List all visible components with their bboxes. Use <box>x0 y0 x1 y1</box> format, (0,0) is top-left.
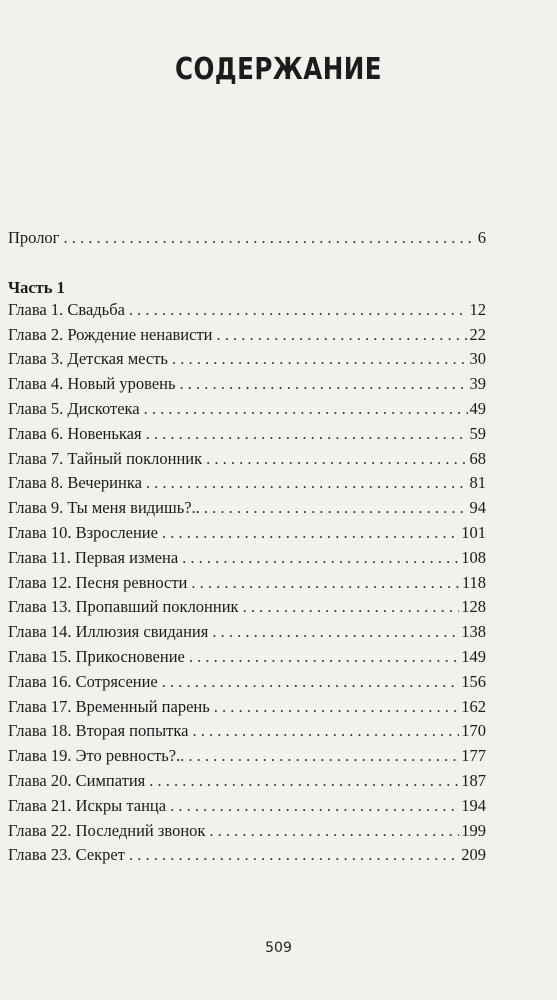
toc-entry-label: Глава 1. Свадьба <box>8 299 125 319</box>
toc-entry-page: 12 <box>469 299 486 319</box>
toc-entry-page: 170 <box>461 721 486 741</box>
toc-row-chapter[interactable] <box>8 325 486 350</box>
toc-entry-page: 199 <box>461 820 486 840</box>
dot-leader <box>191 573 459 593</box>
toc-row-chapter[interactable] <box>8 771 486 796</box>
toc-row-chapter[interactable] <box>8 597 486 622</box>
toc-entry-page: 149 <box>461 646 486 666</box>
toc-entry-page: 59 <box>469 423 486 443</box>
dot-leader <box>214 697 459 717</box>
toc-row-chapter[interactable] <box>8 473 486 498</box>
toc-row-chapter[interactable] <box>8 647 486 672</box>
dot-leader <box>182 548 459 568</box>
dot-leader <box>192 721 459 741</box>
toc-entry-page: 194 <box>461 795 486 815</box>
dot-leader <box>172 349 468 369</box>
toc-entry-page: 162 <box>461 696 486 716</box>
toc-row-chapter[interactable] <box>8 845 486 870</box>
toc-entry-label: Глава 22. Последний звонок <box>8 820 206 840</box>
dot-leader <box>170 796 459 816</box>
dot-leader <box>189 647 459 667</box>
toc-entry-page: 209 <box>461 845 486 865</box>
dot-leader <box>146 424 468 444</box>
toc-entry-page: 49 <box>469 398 486 418</box>
toc-row-chapter[interactable] <box>8 498 486 523</box>
toc-entry-page: 128 <box>461 597 486 617</box>
toc-entry-label: Глава 11. Первая измена <box>8 547 179 567</box>
toc-row-chapter[interactable] <box>8 349 486 374</box>
toc-entry-label: Глава 18. Вторая попытка <box>8 721 189 741</box>
toc-entry-label: Глава 21. Искры танца <box>8 795 167 815</box>
dot-leader <box>180 374 468 394</box>
dot-leader <box>146 473 468 493</box>
toc-row-prologue[interactable] <box>8 228 486 253</box>
toc-row-chapter[interactable] <box>8 548 486 573</box>
toc-row-chapter[interactable] <box>8 573 486 598</box>
toc-entry-label: Глава 6. Новенькая <box>8 423 142 443</box>
toc-entry-page: 30 <box>469 349 486 369</box>
toc-entry-page: 94 <box>469 498 486 518</box>
toc-entry-label: Глава 19. Это ревность?.. <box>8 746 185 766</box>
toc-row-chapter[interactable] <box>8 746 486 771</box>
toc-entry-label: Глава 14. Иллюзия свидания <box>8 622 209 642</box>
toc-row-chapter[interactable] <box>8 399 486 424</box>
toc-row-chapter[interactable] <box>8 300 486 325</box>
dot-leader <box>243 597 460 617</box>
toc-entry-label: Глава 12. Песня ревности <box>8 572 188 592</box>
toc-entry-page: 187 <box>461 770 486 790</box>
toc-entry-page: 156 <box>461 671 486 691</box>
toc-row-chapter[interactable] <box>8 821 486 846</box>
toc-row-chapter[interactable] <box>8 374 486 399</box>
dot-leader <box>162 523 459 543</box>
dot-leader <box>217 325 468 345</box>
toc-row-chapter[interactable] <box>8 796 486 821</box>
toc-row-chapter[interactable] <box>8 449 486 474</box>
toc-row-chapter[interactable] <box>8 721 486 746</box>
dot-leader <box>209 821 459 841</box>
toc-entry-page: 101 <box>461 522 486 542</box>
toc-entry-label: Глава 8. Вечеринка <box>8 473 142 493</box>
toc-row-chapter[interactable] <box>8 672 486 697</box>
dot-leader <box>129 300 468 320</box>
dot-leader <box>129 845 459 865</box>
toc-entry-page: 118 <box>461 572 486 592</box>
toc-entry-label: Глава 4. Новый уровень <box>8 374 176 394</box>
page-title: СОДЕРЖАНИЕ <box>175 52 382 87</box>
toc-entry-page: 177 <box>461 746 486 766</box>
page-number: 509 <box>265 940 292 956</box>
toc-entry-label: Глава 5. Дискотека <box>8 398 140 418</box>
toc-entry-label: Глава 15. Прикосновение <box>8 646 185 666</box>
dot-leader <box>63 228 475 248</box>
toc-entry-page: 81 <box>469 473 486 493</box>
toc-entry-label: Глава 23. Секрет <box>8 845 125 865</box>
toc-row-chapter[interactable] <box>8 424 486 449</box>
toc-entry-page: 68 <box>469 448 486 468</box>
dot-leader <box>188 746 459 766</box>
toc-entry-label: Глава 7. Тайный поклонник <box>8 448 203 468</box>
toc-entry-label: Глава 13. Пропавший поклонник <box>8 597 239 617</box>
toc-entry-label: Глава 20. Симпатия <box>8 770 146 790</box>
toc-entry-page: 138 <box>461 622 486 642</box>
toc-entry-label: Глава 2. Рождение ненависти <box>8 324 213 344</box>
toc-entry-label: Глава 16. Сотрясение <box>8 671 158 691</box>
toc-row-chapter[interactable] <box>8 697 486 722</box>
dot-leader <box>162 672 460 692</box>
dot-leader <box>149 771 459 791</box>
toc-entry-label: Глава 17. Временный парень <box>8 696 210 716</box>
toc-entry-label: Глава 9. Ты меня видишь?.. <box>8 498 200 518</box>
toc-entry-label: Глава 10. Взросление <box>8 522 158 542</box>
chapter-list <box>8 300 486 870</box>
toc-entry-page: 22 <box>469 324 486 344</box>
toc-entry-page: 6 <box>477 228 486 247</box>
toc-entry-page: 39 <box>469 374 486 394</box>
toc-entry-page: 108 <box>461 547 486 567</box>
toc-row-chapter[interactable] <box>8 622 486 647</box>
table-of-contents <box>8 228 486 870</box>
dot-leader <box>144 399 468 419</box>
toc-entry-label: Пролог <box>8 228 60 247</box>
toc-entry-label: Глава 3. Детская месть <box>8 349 168 369</box>
toc-row-chapter[interactable] <box>8 523 486 548</box>
dot-leader <box>204 498 468 518</box>
dot-leader <box>206 449 467 469</box>
part-heading: Часть 1 <box>8 277 65 297</box>
dot-leader <box>212 622 459 642</box>
